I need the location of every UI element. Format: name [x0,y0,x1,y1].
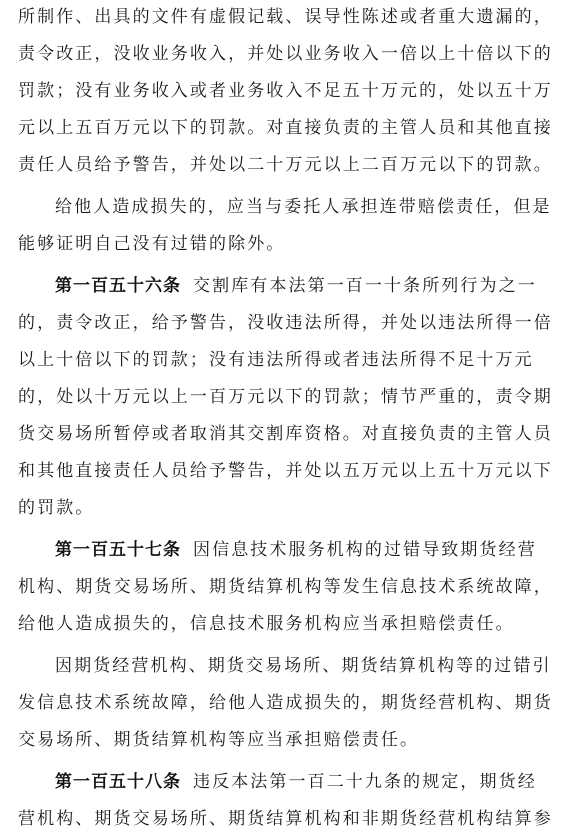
text-line: 的罚款。 [18,498,95,518]
text-line: 发信息技术系统故障，给他人造成损失的，期货经营机构、期货 [18,693,553,713]
text-line: 营机构、期货交易场所、期货结算机构和非期货经营机构结算参 [18,809,553,829]
text-line: 的，处以十万元以上一百万元以下的罚款；情节严重的，责令期 [18,387,553,407]
text-line: 责任人员给予警告，并处以二十万元以上二百万元以下的罚款。 [18,155,553,175]
text-line: 以上十倍以下的罚款；没有违法所得或者违法所得不足十万元 [18,350,534,370]
text-line: 货交易场所暂停或者取消其交割库资格。对直接负责的主管人员 [18,424,553,444]
text-line: 给他人造成损失的，信息技术服务机构应当承担赔偿责任。 [18,614,515,634]
text-line: 所制作、出具的文件有虚假记载、误导性陈述或者重大遗漏的， [18,7,553,27]
article-number: 第一百五十六条 [55,276,181,296]
article-number: 第一百五十七条 [55,540,181,560]
text-line: 交易场所、期货结算机构等应当承担赔偿责任。 [18,730,420,750]
text-line: 和其他直接责任人员给予警告，并处以五万元以上五十万元以下 [18,461,553,481]
text-line: 机构、期货交易场所、期货结算机构等发生信息技术系统故障， [18,577,553,597]
article-line: 第一百五十八条 违反本法第一百二十九条的规定，期货经 [55,772,537,792]
article-number: 第一百五十八条 [55,772,181,792]
text-line: 元以上五百万元以下的罚款。对直接负责的主管人员和其他直接 [18,118,553,138]
text-line: 的，责令改正，给予警告，没收违法所得，并处以违法所得一倍 [18,313,553,333]
article-line: 第一百五十六条 交割库有本法第一百一十条所列行为之一 [55,276,537,296]
article-line: 第一百五十七条 因信息技术服务机构的过错导致期货经营 [55,540,537,560]
text-line: 因期货经营机构、期货交易场所、期货结算机构等的过错引 [55,656,552,676]
text-line: 能够证明自己没有过错的除外。 [18,234,286,254]
text-line: 罚款；没有业务收入或者业务收入不足五十万元的，处以五十万 [18,81,553,101]
text-line: 给他人造成损失的，应当与委托人承担连带赔偿责任，但是 [55,197,552,217]
text-line: 责令改正，没收业务收入，并处以业务收入一倍以上十倍以下的 [18,44,553,64]
